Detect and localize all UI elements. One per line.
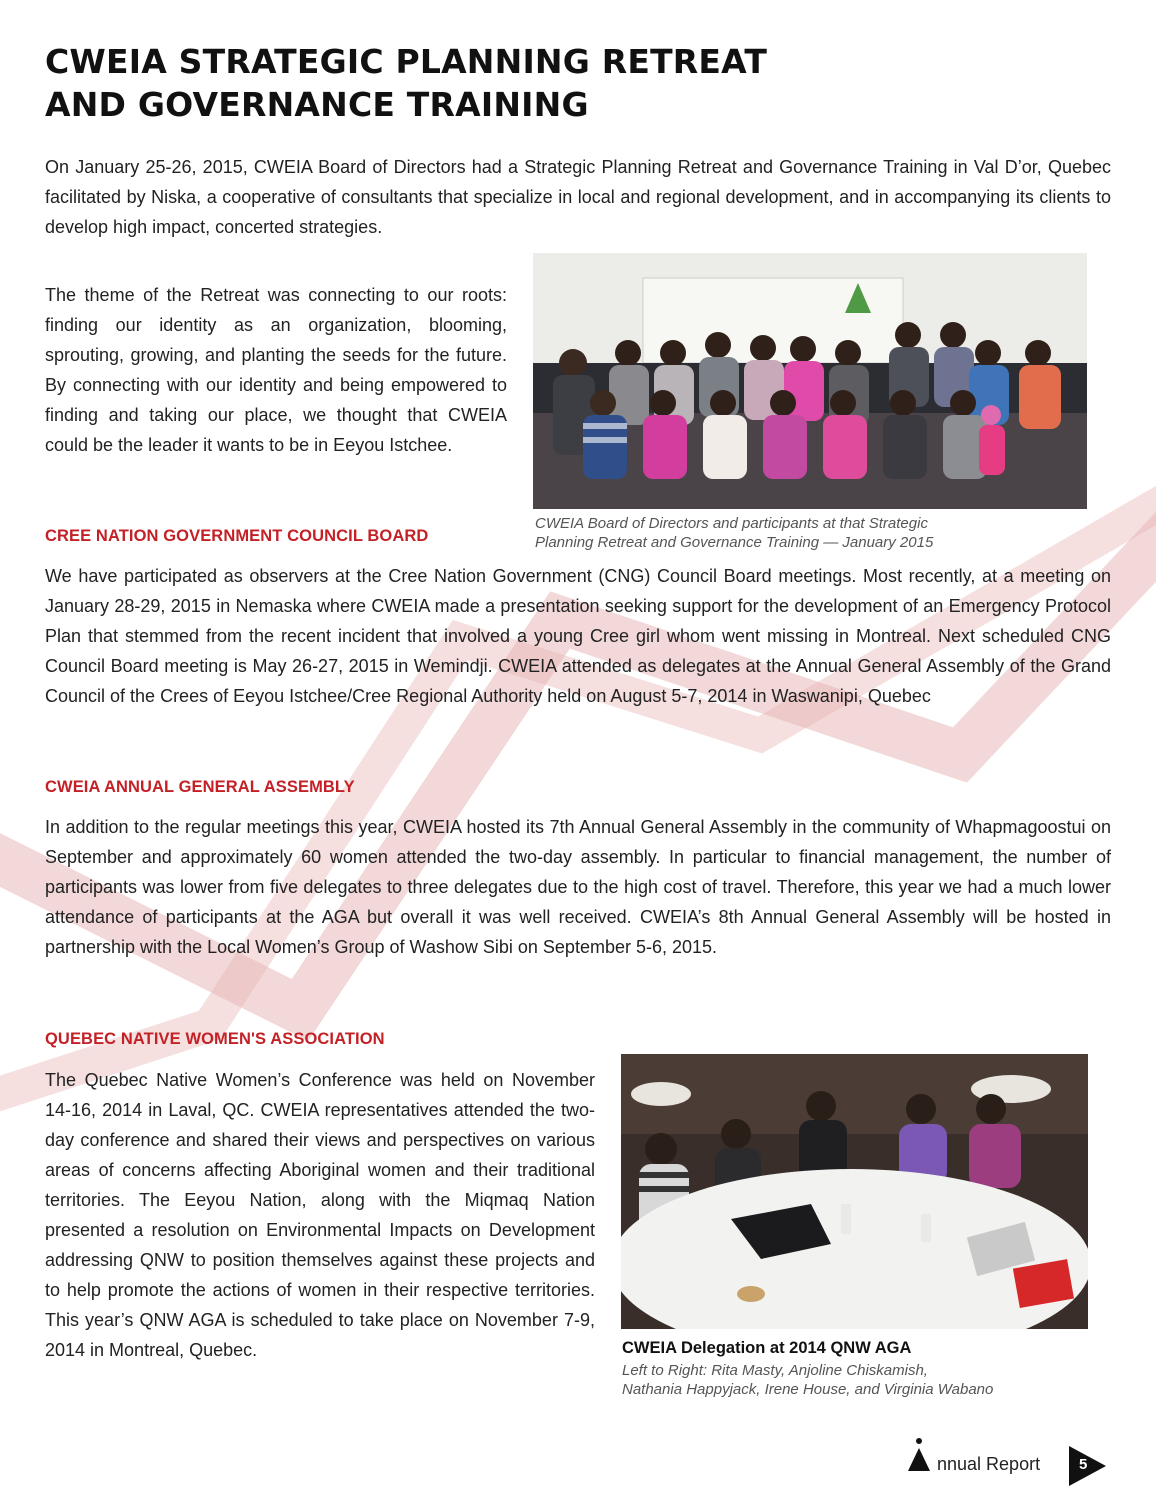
cng-paragraph: We have participated as observers at the Cree Nation Government (CNG) Council Board meetings. Most recently, at a meeting on January 28-29, 2015 in Nemaska where CWEIA made a presentation seeking support for the development of an Emergency Protocol Plan that stemmed from the recent incident that involved a young Cree girl whom went missing in Montreal. Next scheduled CNG Council Board meeting is May 26-27, 2015 in Wemindji. CWEIA attended as delegates at the Annual General Assembly of the Grand Council of the Crees of Eeyou Istchee/Cree Regional Authority held on August 5-7, 2014 in Waswanipi, Quebec	[45, 566, 1111, 706]
photo2-caption-title: CWEIA Delegation at 2014 QNW AGA	[622, 1339, 912, 1357]
page-arrow-icon	[1069, 1446, 1107, 1486]
qnw-heading: QUEBEC NATIVE WOMEN'S ASSOCIATION	[45, 1030, 385, 1048]
photo2-caption	[622, 1361, 1082, 1399]
cng-heading: CREE NATION GOVERNMENT COUNCIL BOARD	[45, 527, 429, 545]
title-line-2: AND GOVERNANCE TRAINING	[45, 85, 589, 124]
photo1-caption-line-2: Planning Retreat and Governance Training — January 2015	[535, 534, 934, 551]
delegation-photo	[621, 1054, 1088, 1329]
qnw-paragraph: The Quebec Native Women’s Conference was held on November 14-16, 2014 in Laval, QC. CWEIA representatives attended the two-day conference and shared their views and perspectives on various areas of concerns affecting Aboriginal women and their traditional territories. The Eeyou Nation, along with the Miqmaq Nation presented a resolution on Environmental Impacts on Development addressing QNW to position themselves against these projects and to help promote the actions of women in their respective territories. This year’s QNW AGA is scheduled to take place on November 7-9, 2014 in Montreal, Quebec.	[45, 1070, 595, 1360]
intro-paragraph: On January 25-26, 2015, CWEIA Board of Directors had a Strategic Planning Retreat and Governance Training in Val D’or, Quebec facilitated by Niska, a cooperative of consultants that specialize in local and regional development, and in accompanying its clients to develop high impact, concerted strategies.	[45, 157, 1111, 237]
footer-label: nnual Report	[937, 1454, 1041, 1474]
photo2-caption-line-2: Nathania Happyjack, Irene House, and Virginia Wabano	[622, 1381, 994, 1398]
page-number: 5	[1079, 1456, 1088, 1473]
photo2-caption-line-1: Left to Right: Rita Masty, Anjoline Chiskamish,	[622, 1362, 928, 1379]
annual-report-logo-icon	[906, 1436, 936, 1476]
photo1-caption	[535, 514, 1095, 552]
photo1-caption-line-1: CWEIA Board of Directors and participants at that Strategic	[535, 515, 928, 532]
aga-heading: CWEIA ANNUAL GENERAL ASSEMBLY	[45, 778, 355, 796]
aga-paragraph: In addition to the regular meetings this year, CWEIA hosted its 7th Annual General Assembly in the community of Whapmagoostui on September and approximately 60 women attended the two-day assembly. In particular to financial management, the number of participants was lower from five delegates to three delegates due to the high cost of travel. Therefore, this year we had a much lower attendance of participants at the AGA but overall it was well received. CWEIA’s 8th Annual General Assembly will be hosted in partnership with the Local Women’s Group of Washow Sibi on September 5-6, 2015.	[45, 817, 1111, 957]
retreat-group-photo	[533, 253, 1087, 509]
theme-paragraph: The theme of the Retreat was connecting to our roots: finding our identity as an organization, blooming, sprouting, growing, and planting the seeds for the future. By connecting with our identity and being empowered to finding and taking our place, we thought that CWEIA could be the leader it wants to be in Eeyou Istchee.	[45, 285, 507, 455]
page-title	[45, 40, 767, 126]
title-line-1: CWEIA STRATEGIC PLANNING RETREAT	[45, 42, 768, 81]
